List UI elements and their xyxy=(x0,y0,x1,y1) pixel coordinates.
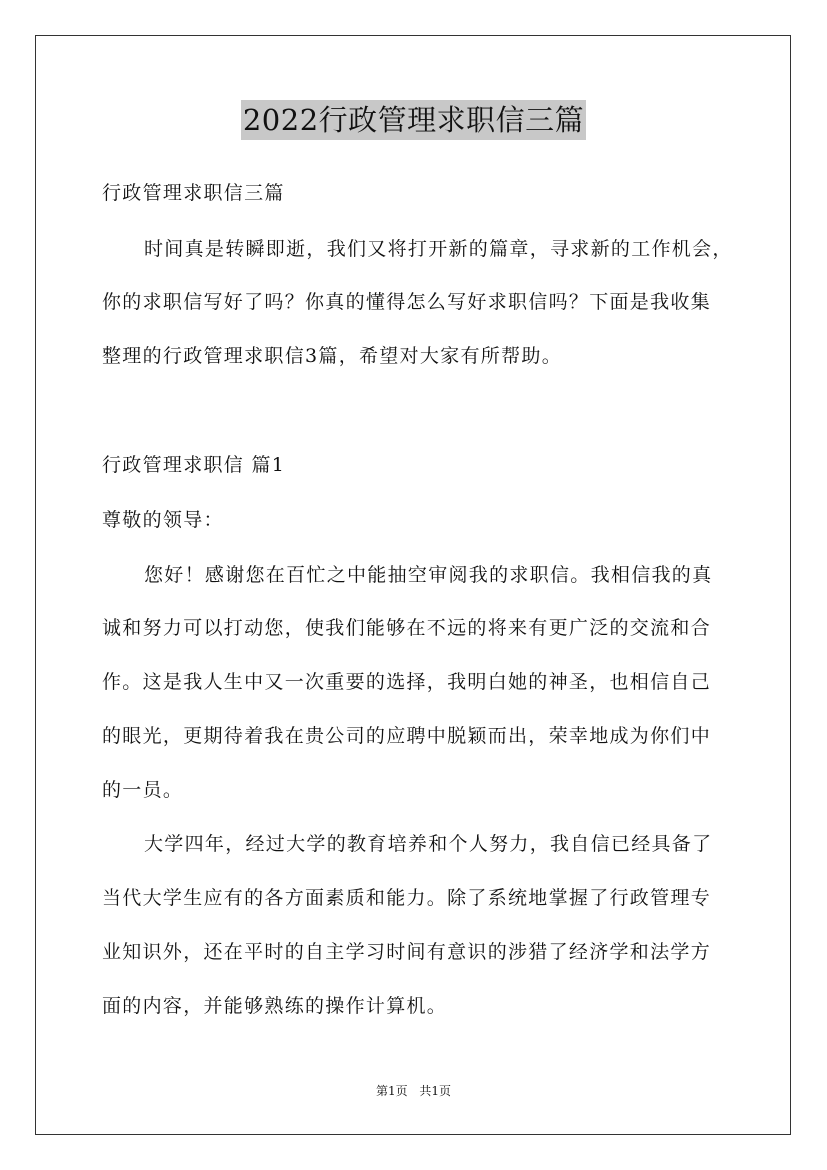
paragraph-line: 业知识外，还在平时的自主学习时间有意识的涉猎了经济学和法学方 xyxy=(102,941,712,963)
intro-line: 整理的行政管理求职信3篇，希望对大家有所帮助。 xyxy=(102,345,562,367)
paragraph-line: 您好！感谢您在百忙之中能抽空审阅我的求职信。我相信我的真 xyxy=(144,564,713,586)
subtitle: 行政管理求职信三篇 xyxy=(102,182,285,204)
paragraph-line: 作。这是我人生中又一次重要的选择，我明白她的神圣，也相信自己 xyxy=(102,671,712,693)
section-heading: 行政管理求职信 篇1 xyxy=(102,454,286,476)
paragraph-line: 的眼光，更期待着我在贵公司的应聘中脱颖而出，荣幸地成为你们中 xyxy=(102,725,712,747)
paragraph-line: 面的内容，并能够熟练的操作计算机。 xyxy=(102,995,448,1017)
title-container xyxy=(0,100,827,140)
intro-line: 你的求职信写好了吗？你真的懂得怎么写好求职信吗？下面是我收集 xyxy=(102,291,712,313)
intro-line: 时间真是转瞬即逝，我们又将打开新的篇章，寻求新的工作机会， xyxy=(144,238,733,260)
page-number: 第1页 xyxy=(375,1084,408,1098)
paragraph-line: 的一员。 xyxy=(102,779,184,801)
paragraph-line: 大学四年，经过大学的教育培养和个人努力，我自信已经具备了 xyxy=(144,833,713,855)
salutation: 尊敬的领导： xyxy=(102,509,224,531)
document-title: 2022行政管理求职信三篇 xyxy=(241,100,586,140)
paragraph-line: 当代大学生应有的各方面素质和能力。除了系统地掌握了行政管理专 xyxy=(102,887,712,909)
paragraph-line: 诚和努力可以打动您，使我们能够在不远的将来有更广泛的交流和合 xyxy=(102,617,712,639)
page-total: 共1页 xyxy=(419,1084,452,1098)
page-footer xyxy=(0,1083,827,1099)
